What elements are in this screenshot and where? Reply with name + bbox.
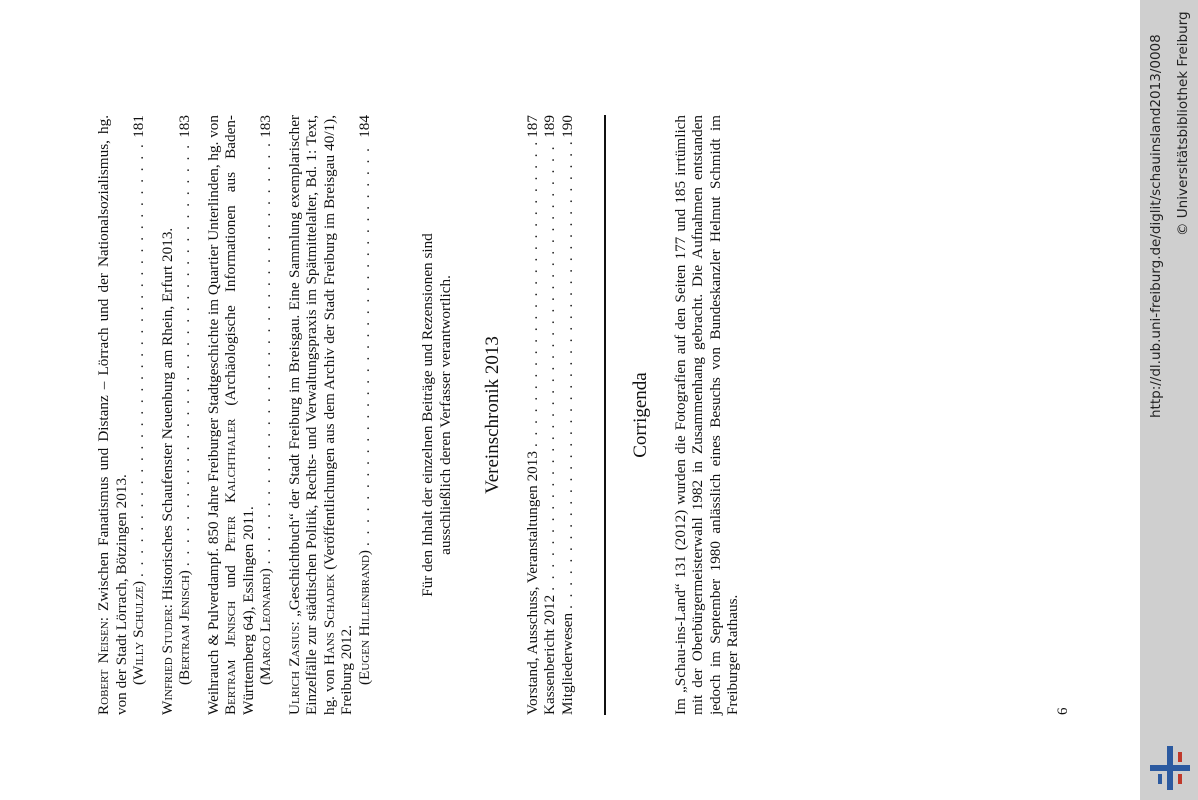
- page-number: 6: [1055, 707, 1071, 715]
- review-title-join: und: [222, 552, 239, 601]
- section-divider: [604, 115, 606, 715]
- review-page: 183: [257, 115, 274, 138]
- review-entry: [95, 115, 148, 715]
- review-reviewer: (Marco Leonardi): [257, 568, 274, 685]
- review-reviewer-line: [356, 115, 374, 715]
- editor-name: Bertram Jenisch: [222, 600, 239, 715]
- leader-dots: [524, 142, 542, 447]
- copyright-notice: © Universitätsbibliothek Freiburg: [1175, 11, 1191, 236]
- logo-accent: [1158, 774, 1162, 784]
- review-text: [286, 115, 356, 715]
- chronik-item-label: Kassenbericht 2012: [541, 594, 558, 715]
- chronik-item: [559, 115, 577, 715]
- review-title: : Historisches Schaufenster Neuenburg am Rhein, Erfurt 2013.: [158, 227, 176, 609]
- chronik-item-page: 189: [541, 115, 558, 138]
- review-title: Weihrauch & Pulverdampf. 850 Jahre Freiburger Stadtgeschichte im Quartier Unterlinden, hg. von: [204, 115, 222, 715]
- chronik-item-page: 187: [523, 115, 541, 138]
- chronik-heading: Vereinschronik 2013: [482, 336, 503, 494]
- review-page: 183: [176, 115, 193, 138]
- leader-dots: [257, 142, 275, 564]
- review-title-rest: (Archäologische Informationen aus Baden-Württemberg 64), Esslingen 2011.: [222, 115, 257, 715]
- logo-accent: [1178, 774, 1182, 784]
- review-title: : Zwischen Fanatismus und Distanz – Lörrach und der Nationalsozialismus, hg. von der Stadt Lörrach, Bötzingen 2013.: [95, 115, 130, 715]
- review-entry: [205, 115, 275, 715]
- editor-name: Peter Kalchthaler: [222, 418, 239, 553]
- leader-dots: [130, 142, 148, 577]
- review-author: Ulrich Zasius: [285, 625, 303, 715]
- chronik-item-page: 190: [558, 115, 576, 138]
- corrigenda-text: Im „Schau-ins-Land“ 131 (2012) wurden die Fotografien auf den Seiten 177 und 185 irrtümlich mit der Oberbürgermeisterwahl 1982 in Zusammenhang gebracht. Die Aufnahmen entstanden jedoch im September 1980 anlässlich eines Besuchs von Bundeskanzler Helmut Schmidt im Freiburger Rathaus.: [671, 115, 741, 715]
- review-page: 184: [355, 115, 373, 138]
- review-reviewer: (Bertram Jenisch): [176, 570, 193, 685]
- chronik-item-label: Mitgliederwesen: [558, 612, 576, 715]
- disclaimer-line: Für den Inhalt der einzelnen Beiträge und Rezensionen sind: [419, 233, 436, 597]
- review-author: Winfried Studer: [158, 608, 176, 715]
- leader-dots: [356, 142, 374, 546]
- review-text: [159, 115, 177, 715]
- review-reviewer: (Eugen Hillenbrand): [355, 550, 373, 685]
- chronik-item: [524, 115, 542, 715]
- page-content: [95, 115, 742, 715]
- chronik-item: [541, 115, 559, 715]
- review-title-rest: (Veröffentlichungen aus dem Archiv der Stadt Freiburg im Breisgau 40/1), Freiburg 2012.: [320, 115, 355, 715]
- disclaimer-line: ausschließlich deren Verfasser verantwortlich.: [436, 275, 454, 555]
- editor-name: Hans Schadek: [320, 573, 338, 666]
- library-logo-icon: [1148, 744, 1192, 792]
- review-reviewer: (Willy Schulze): [130, 580, 147, 685]
- permalink-url[interactable]: http://dl.ub.uni-freiburg.de/diglit/schauinsland2013/0008: [1148, 34, 1164, 418]
- logo-bar: [1150, 765, 1190, 771]
- review-page: 181: [130, 115, 147, 138]
- chronik-list: [524, 115, 577, 715]
- review-reviewer-line: [176, 115, 194, 715]
- review-entry: [159, 115, 194, 715]
- corrigenda-heading: Corrigenda: [630, 372, 651, 458]
- review-text: [95, 115, 130, 715]
- review-entry: [286, 115, 374, 715]
- review-reviewer-line: [130, 115, 148, 715]
- review-title: : „Geschichtbuch“ der Stadt Freiburg im Breisgau. Eine Sammlung exemplarischer Einzelfälle zur städtischen Politik, Rechts- und Verwaltungspraxis im Spätmittelalter, Bd. 1: Text, hg. von: [285, 115, 338, 715]
- logo-accent: [1178, 752, 1182, 762]
- review-author: Robert Neisen: [95, 621, 112, 715]
- leader-dots: [559, 142, 577, 609]
- review-reviewer-line: [257, 115, 275, 715]
- chronik-item-label: Vorstand, Ausschuss, Veranstaltungen 2013: [523, 451, 541, 715]
- disclaimer: [419, 115, 454, 715]
- leader-dots: [541, 142, 559, 591]
- leader-dots: [176, 142, 194, 566]
- review-text: [205, 115, 258, 715]
